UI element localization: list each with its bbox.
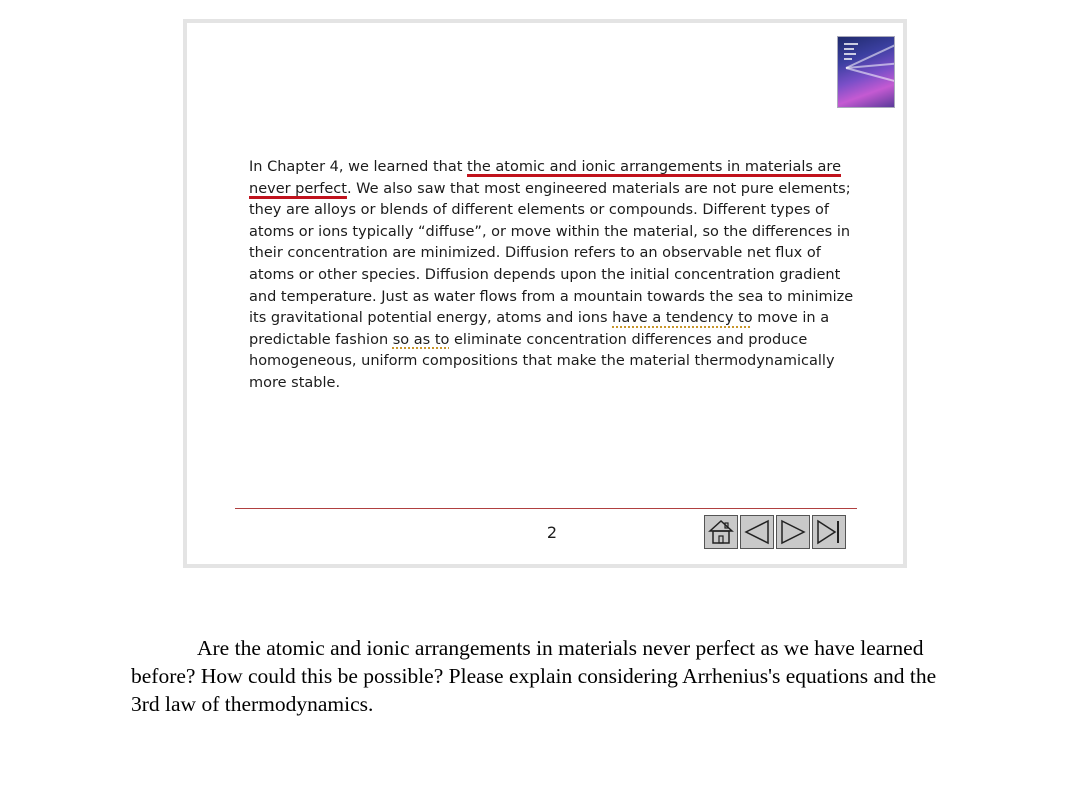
footer-divider <box>235 508 857 509</box>
last-slide-button[interactable] <box>812 515 846 549</box>
skip-end-icon <box>815 518 843 546</box>
dotted-phrase: have a tendency to <box>612 310 753 327</box>
text-segment: In Chapter 4, we learned that <box>249 159 468 175</box>
question-text: Are the atomic and ionic arrangements in materials never perfect as we have learned before? How could this be possible? Please explain considering Arrhenius's equations and the 3rd law of thermodynamics. <box>131 636 937 716</box>
dotted-phrase: so as to <box>392 331 450 348</box>
cover-title-lines <box>844 43 860 63</box>
book-cover-image <box>838 37 894 107</box>
previous-button[interactable] <box>740 515 774 549</box>
triangle-right-icon <box>779 518 807 546</box>
next-button[interactable] <box>776 515 810 549</box>
home-button[interactable] <box>704 515 738 549</box>
cover-ray <box>846 67 894 84</box>
text-segment: . We also saw that most engineered materials are not pure elements; they are alloys or blends of different elements or compounds. Different types of atoms or ions typically “diffuse”, or move within the material, so the differences in their concentration are minimized. Diffusion refers to an observable net flux of atoms or other species. Diffusion depends upon the initial concentration gradient and temperature. Just as water flows from a mountain towards the sea to minimize its gravitational potential energy, atoms and ions <box>249 180 854 327</box>
underlined-phrase: the atomic and ionic arrangements in materials are never perfect <box>249 159 841 197</box>
slide <box>183 19 907 568</box>
text-segment: move in a predictable fashion <box>249 310 830 348</box>
page-number: 2 <box>546 523 558 542</box>
slide-navigation <box>704 515 846 549</box>
text-segment: eliminate concentration differences and produce homogeneous, uniform compositions that make the material thermodynamically more stable. <box>249 331 835 391</box>
home-icon <box>707 518 735 546</box>
slide-body-text <box>249 157 859 395</box>
triangle-left-icon <box>743 518 771 546</box>
